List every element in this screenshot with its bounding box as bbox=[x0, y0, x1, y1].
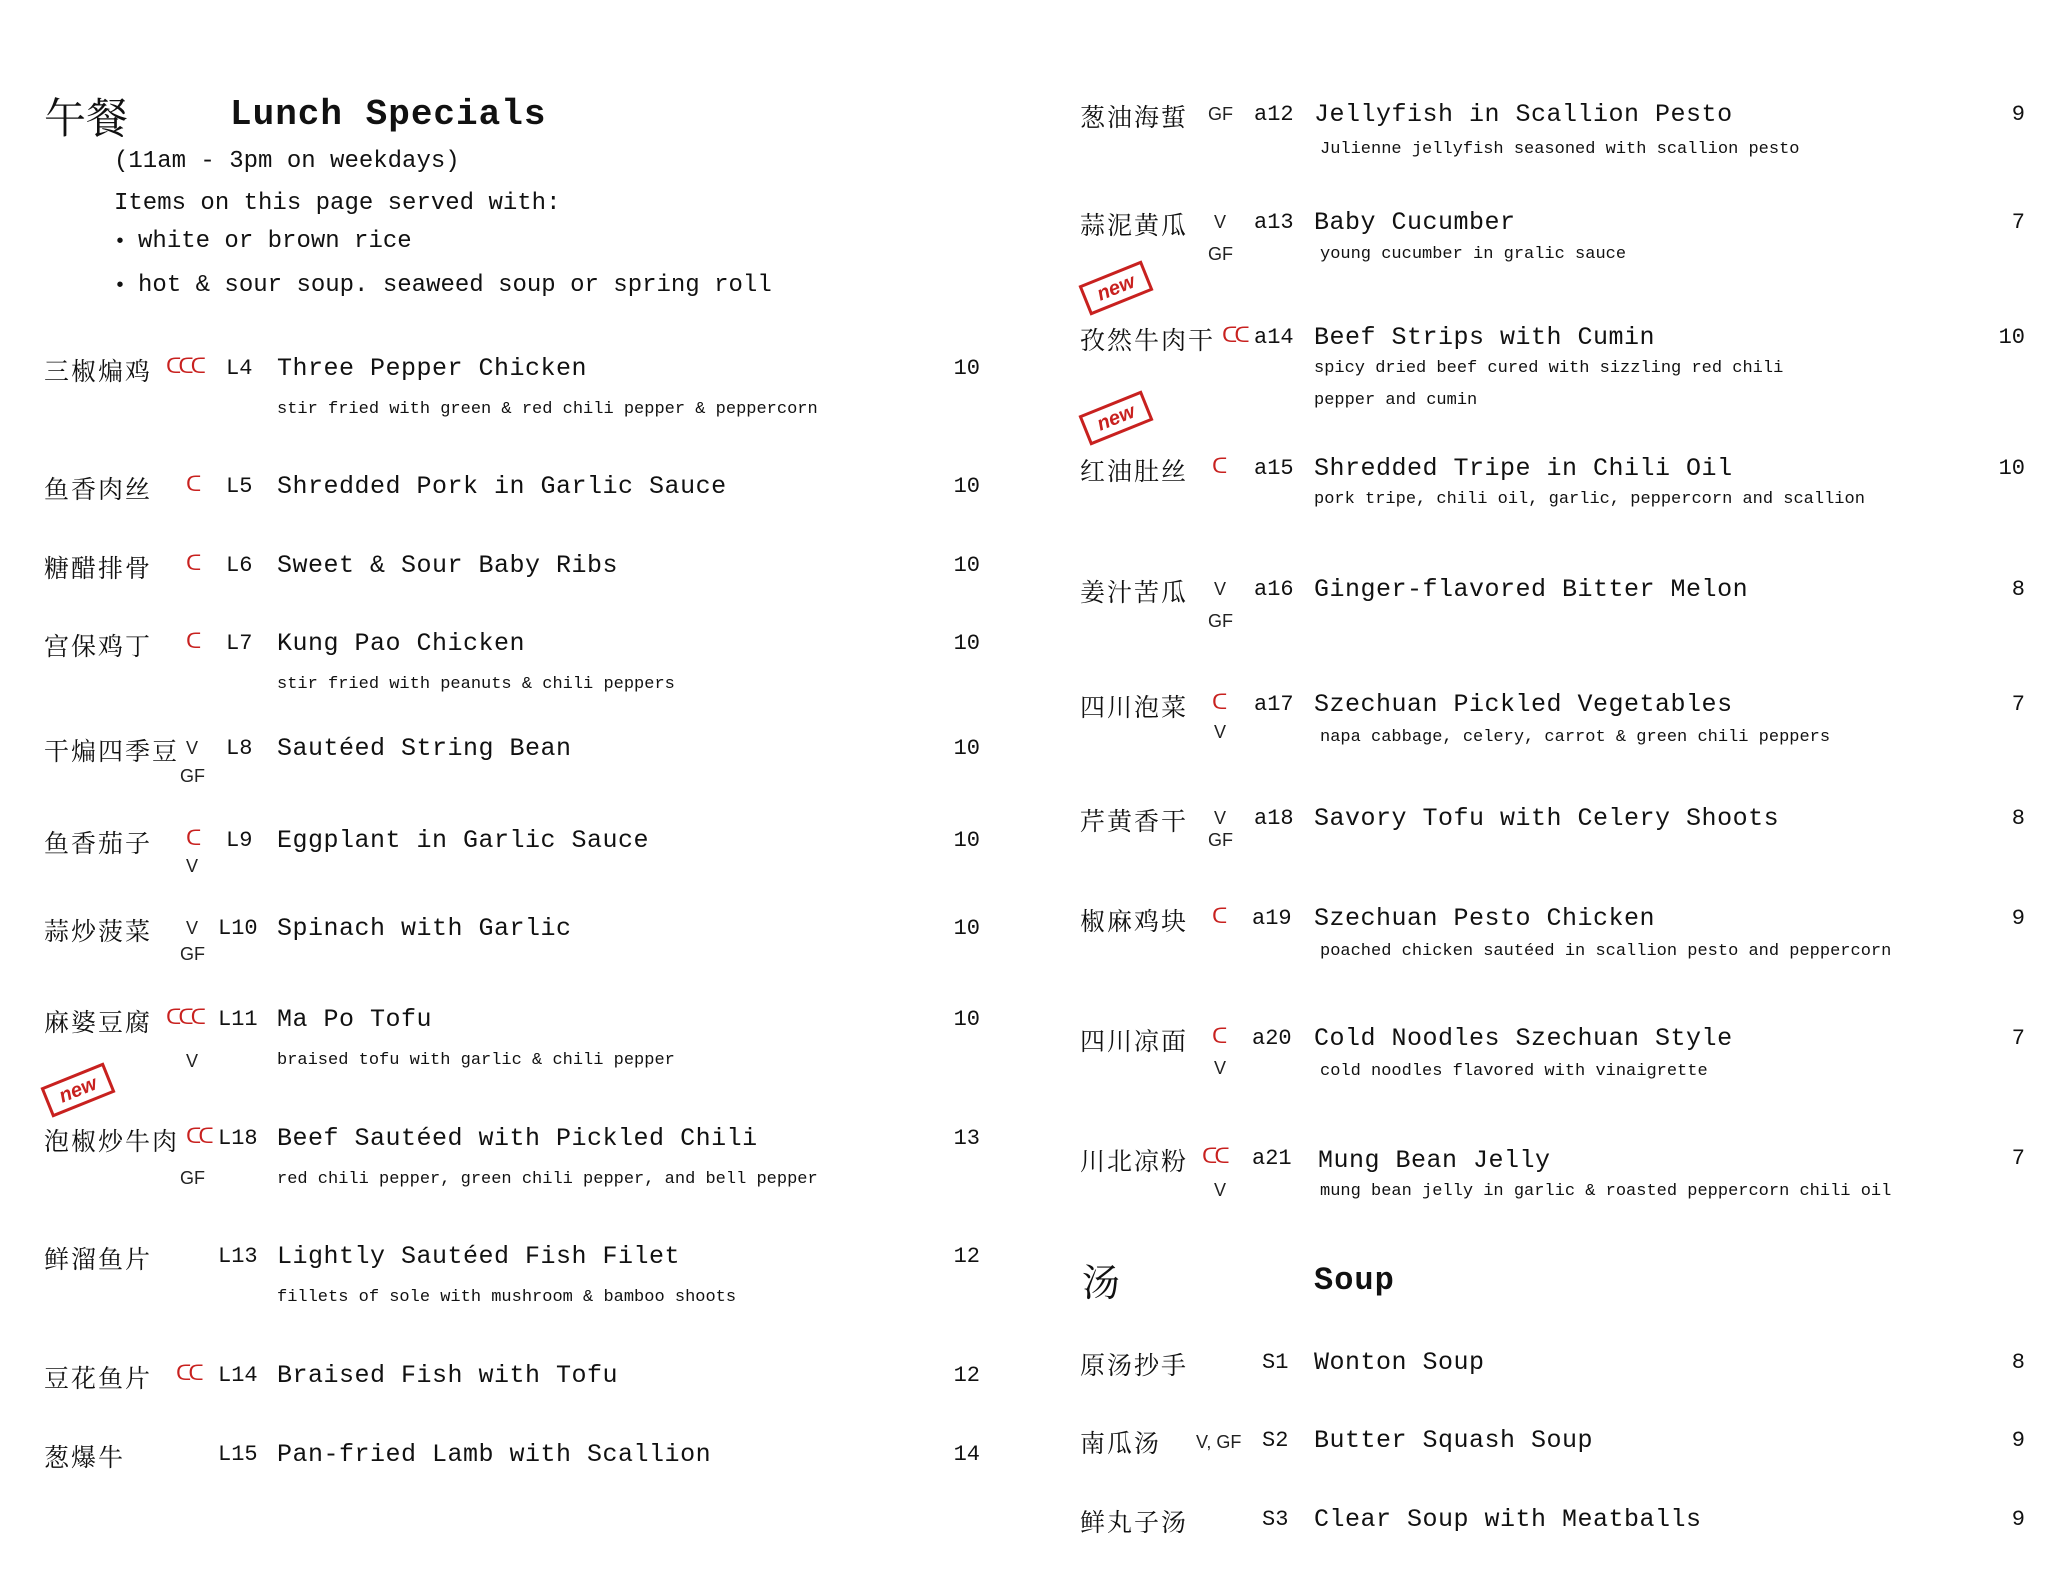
vegetarian-tag: V bbox=[186, 918, 199, 938]
item-name-zh: 蒜泥黄瓜 bbox=[1080, 211, 1189, 240]
chili-icon: ᑕ bbox=[186, 551, 199, 575]
gluten-free-tag: GF bbox=[1208, 611, 1233, 631]
item-name: Beef Strips with Cumin bbox=[1314, 323, 1656, 352]
vegetarian-tag: V bbox=[1214, 722, 1227, 742]
chili-icon: ᑕ bbox=[1212, 454, 1225, 478]
item-name-zh: 干煸四季豆 bbox=[44, 737, 180, 766]
item-name-zh: 椒麻鸡块 bbox=[1080, 907, 1189, 936]
item-code: a13 bbox=[1254, 210, 1294, 235]
item-name-zh: 鱼香茄子 bbox=[44, 829, 153, 858]
new-badge: new bbox=[40, 1062, 115, 1117]
item-name: Pan-fried Lamb with Scallion bbox=[277, 1440, 712, 1469]
item-name: Szechuan Pickled Vegetables bbox=[1314, 690, 1733, 719]
item-price: 12 bbox=[953, 1244, 980, 1269]
item-price: 12 bbox=[953, 1363, 980, 1388]
gluten-free-tag: GF bbox=[180, 1168, 205, 1188]
item-name-zh: 糖醋排骨 bbox=[44, 554, 153, 583]
item-name-zh: 三椒煸鸡 bbox=[44, 357, 153, 386]
item-price: 10 bbox=[1998, 325, 2025, 350]
item-name-zh: 葱油海蜇 bbox=[1080, 103, 1189, 132]
item-price: 9 bbox=[2011, 1428, 2025, 1453]
item-description: young cucumber in gralic sauce bbox=[1320, 245, 1627, 264]
new-badge: new bbox=[1078, 260, 1153, 315]
item-code: a20 bbox=[1252, 1026, 1292, 1051]
chili-icon: ᑕ bbox=[1212, 690, 1225, 714]
item-code: L8 bbox=[226, 736, 253, 761]
item-code: a18 bbox=[1254, 806, 1294, 831]
item-price: 10 bbox=[953, 631, 980, 656]
item-name: Clear Soup with Meatballs bbox=[1314, 1505, 1702, 1534]
item-name-zh: 南瓜汤 bbox=[1080, 1429, 1162, 1458]
item-name: Eggplant in Garlic Sauce bbox=[277, 826, 650, 855]
item-code: L18 bbox=[218, 1126, 258, 1151]
chili-icon: ᑕᑕ bbox=[1222, 323, 1247, 347]
item-name-zh: 姜汁苦瓜 bbox=[1080, 578, 1189, 607]
item-name: Ginger-flavored Bitter Melon bbox=[1314, 575, 1749, 604]
gluten-free-tag: GF bbox=[1208, 830, 1233, 850]
item-code: L9 bbox=[226, 828, 253, 853]
vegetarian-tag: V bbox=[186, 738, 199, 758]
item-name-zh: 红油肚丝 bbox=[1080, 457, 1189, 486]
item-price: 9 bbox=[2011, 102, 2025, 127]
item-description: stir fried with peanuts & chili peppers bbox=[277, 675, 675, 694]
item-description: cold noodles flavored with vinaigrette bbox=[1320, 1062, 1708, 1081]
item-name-zh: 蒜炒菠菜 bbox=[44, 917, 153, 946]
item-name: Szechuan Pesto Chicken bbox=[1314, 904, 1656, 933]
item-code: S2 bbox=[1262, 1428, 1289, 1453]
item-name-zh: 麻婆豆腐 bbox=[44, 1008, 153, 1037]
vegetarian-tag: V bbox=[1214, 1058, 1227, 1078]
item-name: Three Pepper Chicken bbox=[277, 354, 588, 383]
item-name-zh: 葱爆牛 bbox=[44, 1443, 126, 1472]
item-price: 7 bbox=[2011, 210, 2025, 235]
item-name: Wonton Soup bbox=[1314, 1348, 1485, 1377]
gluten-free-tag: GF bbox=[180, 766, 205, 786]
item-price: 10 bbox=[953, 474, 980, 499]
item-price: 14 bbox=[953, 1442, 980, 1467]
chili-icon: ᑕ bbox=[186, 826, 199, 850]
new-badge: new bbox=[1078, 390, 1153, 445]
item-code: L6 bbox=[226, 553, 253, 578]
lunch-title-zh: 午餐 bbox=[44, 94, 129, 143]
vegetarian-tag: V bbox=[186, 1051, 199, 1071]
item-price: 13 bbox=[953, 1126, 980, 1151]
lunch-title: Lunch Specials bbox=[230, 94, 547, 135]
chili-icon: ᑕᑕ bbox=[186, 1124, 211, 1148]
item-code: a21 bbox=[1252, 1146, 1292, 1171]
item-description: stir fried with green & red chili pepper & peppercorn bbox=[277, 400, 818, 419]
gluten-free-tag: GF bbox=[180, 944, 205, 964]
item-description: spicy dried beef cured with sizzling red chili bbox=[1314, 359, 1784, 378]
item-price: 7 bbox=[2011, 1146, 2025, 1171]
item-code: S1 bbox=[1262, 1350, 1289, 1375]
item-name-zh: 孜然牛肉干 bbox=[1080, 326, 1216, 355]
item-code: L15 bbox=[218, 1442, 258, 1467]
item-price: 10 bbox=[953, 828, 980, 853]
item-name: Shredded Tripe in Chili Oil bbox=[1314, 454, 1733, 483]
item-name: Kung Pao Chicken bbox=[277, 629, 526, 658]
item-name: Shredded Pork in Garlic Sauce bbox=[277, 472, 727, 501]
vegetarian-tag: V bbox=[1214, 808, 1227, 828]
item-price: 8 bbox=[2011, 1350, 2025, 1375]
item-name: Cold Noodles Szechuan Style bbox=[1314, 1024, 1733, 1053]
gluten-free-tag: GF bbox=[1208, 104, 1233, 124]
item-name: Savory Tofu with Celery Shoots bbox=[1314, 804, 1780, 833]
chili-icon: ᑕ bbox=[1212, 1024, 1225, 1048]
item-name-zh: 鲜丸子汤 bbox=[1080, 1508, 1189, 1537]
item-code: S3 bbox=[1262, 1507, 1289, 1532]
gluten-free-tag: GF bbox=[1208, 244, 1233, 264]
item-description: poached chicken sautéed in scallion pesto and peppercorn bbox=[1320, 942, 1892, 961]
item-price: 8 bbox=[2011, 806, 2025, 831]
item-name-zh: 川北凉粉 bbox=[1080, 1147, 1189, 1176]
item-description: Julienne jellyfish seasoned with scallion pesto bbox=[1320, 140, 1800, 159]
item-code: L14 bbox=[218, 1363, 258, 1388]
chili-icon: ᑕ bbox=[186, 629, 199, 653]
item-code: L13 bbox=[218, 1244, 258, 1269]
item-code: a19 bbox=[1252, 906, 1292, 931]
item-name-zh: 鲜溜鱼片 bbox=[44, 1245, 153, 1274]
chili-icon: ᑕᑕᑕ bbox=[166, 1005, 203, 1029]
item-name-zh: 宫保鸡丁 bbox=[44, 632, 153, 661]
item-price: 7 bbox=[2011, 1026, 2025, 1051]
served-with-label: Items on this page served with: bbox=[114, 190, 561, 217]
item-name-zh: 四川泡菜 bbox=[1080, 693, 1189, 722]
soup-title: Soup bbox=[1314, 1262, 1395, 1299]
chili-icon: ᑕᑕᑕ bbox=[166, 354, 203, 378]
item-code: a15 bbox=[1254, 456, 1294, 481]
item-price: 8 bbox=[2011, 577, 2025, 602]
item-description: braised tofu with garlic & chili pepper bbox=[277, 1051, 675, 1070]
item-name: Mung Bean Jelly bbox=[1318, 1146, 1551, 1175]
item-description: fillets of sole with mushroom & bamboo shoots bbox=[277, 1288, 737, 1307]
item-price: 10 bbox=[953, 736, 980, 761]
vegetarian-tag: V bbox=[1214, 212, 1227, 232]
item-code: a17 bbox=[1254, 692, 1294, 717]
item-price: 10 bbox=[953, 916, 980, 941]
item-name: Jellyfish in Scallion Pesto bbox=[1314, 100, 1733, 129]
item-name: Beef Sautéed with Pickled Chili bbox=[277, 1124, 758, 1153]
item-description: napa cabbage, celery, carrot & green chili peppers bbox=[1320, 728, 1831, 747]
item-description: mung bean jelly in garlic & roasted peppercorn chili oil bbox=[1320, 1182, 1892, 1201]
item-description-line-2: pepper and cumin bbox=[1314, 391, 1478, 410]
lunch-hours: (11am - 3pm on weekdays) bbox=[114, 148, 460, 175]
vegetarian-tag: V bbox=[1214, 1180, 1227, 1200]
item-name-zh: 原汤抄手 bbox=[1080, 1351, 1189, 1380]
item-description: pork tripe, chili oil, garlic, peppercorn and scallion bbox=[1314, 490, 1865, 509]
soup-title-zh: 汤 bbox=[1082, 1261, 1121, 1305]
item-code: L4 bbox=[226, 356, 253, 381]
item-name: Lightly Sautéed Fish Filet bbox=[277, 1242, 681, 1271]
chili-icon: ᑕᑕ bbox=[1202, 1144, 1227, 1168]
item-price: 10 bbox=[953, 356, 980, 381]
item-name-zh: 鱼香肉丝 bbox=[44, 475, 153, 504]
item-code: a14 bbox=[1254, 325, 1294, 350]
item-code: a16 bbox=[1254, 577, 1294, 602]
item-code: L5 bbox=[226, 474, 253, 499]
item-price: 10 bbox=[953, 553, 980, 578]
item-name-zh: 豆花鱼片 bbox=[44, 1364, 153, 1393]
item-price: 10 bbox=[953, 1007, 980, 1032]
item-name: Sweet & Sour Baby Ribs bbox=[277, 551, 619, 580]
item-name: Braised Fish with Tofu bbox=[277, 1361, 619, 1390]
vegetarian-tag: V bbox=[186, 856, 199, 876]
item-name: Ma Po Tofu bbox=[277, 1005, 433, 1034]
served-item: • white or brown rice bbox=[114, 228, 412, 255]
item-price: 9 bbox=[2011, 906, 2025, 931]
chili-icon: ᑕ bbox=[1212, 904, 1225, 928]
item-description: red chili pepper, green chili pepper, and bell pepper bbox=[277, 1170, 818, 1189]
item-name-zh: 四川凉面 bbox=[1080, 1027, 1189, 1056]
item-price: 9 bbox=[2011, 1507, 2025, 1532]
item-name: Sautéed String Bean bbox=[277, 734, 572, 763]
item-name: Spinach with Garlic bbox=[277, 914, 572, 943]
item-code: a12 bbox=[1254, 102, 1294, 127]
item-name: Baby Cucumber bbox=[1314, 208, 1516, 237]
item-name: Butter Squash Soup bbox=[1314, 1426, 1594, 1455]
item-name-zh: 芹黄香干 bbox=[1080, 807, 1189, 836]
vegetarian-tag: V bbox=[1214, 579, 1227, 599]
item-code: L11 bbox=[218, 1007, 258, 1032]
item-price: 10 bbox=[1998, 456, 2025, 481]
item-code: L7 bbox=[226, 631, 253, 656]
item-name-zh: 泡椒炒牛肉 bbox=[44, 1127, 180, 1156]
served-item: • hot & sour soup. seaweed soup or spring roll bbox=[114, 272, 772, 299]
item-code: L10 bbox=[218, 916, 258, 941]
diet-tag: V, GF bbox=[1196, 1432, 1242, 1452]
chili-icon: ᑕᑕ bbox=[176, 1361, 201, 1385]
item-price: 7 bbox=[2011, 692, 2025, 717]
chili-icon: ᑕ bbox=[186, 472, 199, 496]
